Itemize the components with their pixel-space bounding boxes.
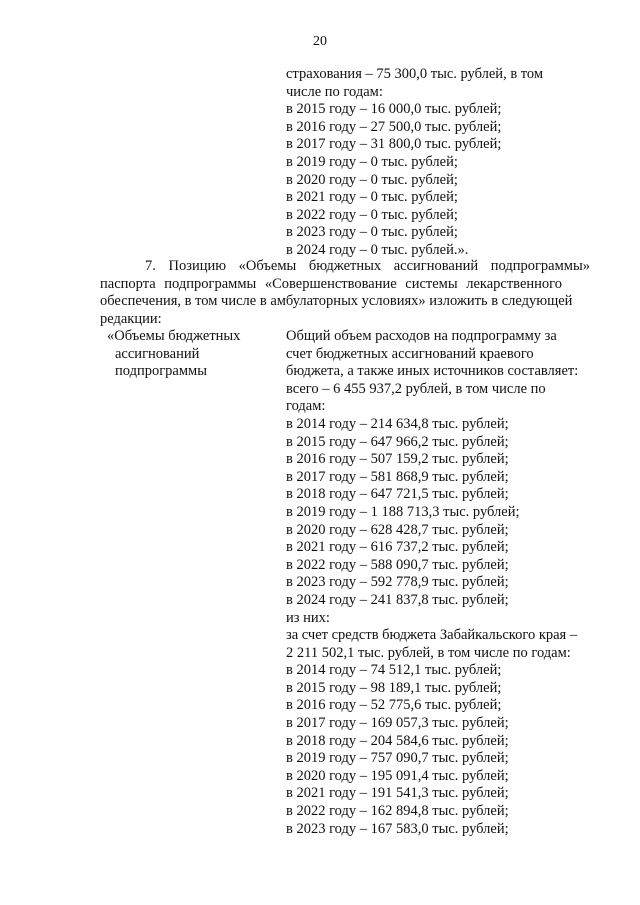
year-amount-line: в 2015 году – 98 189,1 тыс. рублей;: [286, 679, 502, 696]
year-amount-line: в 2015 году – 16 000,0 тыс. рублей;: [286, 101, 502, 118]
year-amount-line: в 2024 году – 0 тыс. рублей.».: [286, 241, 469, 258]
year-amount-line: в 2023 году – 592 778,9 тыс. рублей;: [286, 574, 509, 591]
funding-description-block: [286, 328, 606, 838]
text-line: всего – 6 455 937,2 рублей, в том числе по: [286, 380, 546, 397]
text-line: годам:: [286, 398, 326, 415]
year-amount-line: в 2014 году – 214 634,8 тыс. рублей;: [286, 415, 509, 432]
text-line: числе по годам:: [286, 83, 383, 100]
year-amount-line: в 2023 году – 0 тыс. рублей;: [286, 224, 458, 241]
year-amount-line: в 2024 году – 241 837,8 тыс. рублей;: [286, 591, 509, 608]
top-funding-block: [286, 66, 606, 260]
paragraph-line: паспорта подпрограммы «Совершенствование системы лекарственного: [100, 275, 562, 292]
year-amount-line: в 2022 году – 162 894,8 тыс. рублей;: [286, 803, 509, 820]
year-amount-line: в 2019 году – 757 090,7 тыс. рублей;: [286, 750, 509, 767]
year-amount-line: в 2016 году – 52 775,6 тыс. рублей;: [286, 697, 502, 714]
page-number: 20: [313, 34, 327, 49]
year-amount-line: в 2019 году – 1 188 713,3 тыс. рублей;: [286, 503, 520, 520]
year-amount-line: в 2014 году – 74 512,1 тыс. рублей;: [286, 662, 502, 679]
year-amount-line: в 2019 году – 0 тыс. рублей;: [286, 153, 458, 170]
paragraph-line: 7. Позицию «Объемы бюджетных ассигнований подпрограммы»: [145, 258, 590, 274]
text-line: из них:: [286, 609, 330, 626]
position-label: [107, 328, 277, 381]
year-amount-line: в 2021 году – 616 737,2 тыс. рублей;: [286, 539, 509, 556]
label-line: «Объемы бюджетных: [107, 328, 241, 344]
year-amount-line: в 2017 году – 581 868,9 тыс. рублей;: [286, 468, 509, 485]
year-amount-line: в 2017 году – 169 057,3 тыс. рублей;: [286, 715, 509, 732]
year-amount-line: в 2018 году – 204 584,6 тыс. рублей;: [286, 732, 509, 749]
year-amount-line: в 2021 году – 191 541,3 тыс. рублей;: [286, 785, 509, 802]
text-line: страхования – 75 300,0 тыс. рублей, в том: [286, 66, 544, 82]
year-amount-line: в 2021 году – 0 тыс. рублей;: [286, 189, 458, 206]
label-line: подпрограммы: [115, 363, 207, 380]
year-amount-line: в 2020 году – 628 428,7 тыс. рублей;: [286, 521, 509, 538]
year-amount-line: в 2015 году – 647 966,2 тыс. рублей;: [286, 433, 509, 450]
year-amount-line: в 2018 году – 647 721,5 тыс. рублей;: [286, 486, 509, 503]
label-line: ассигнований: [115, 345, 200, 362]
year-amount-line: в 2016 году – 507 159,2 тыс. рублей;: [286, 451, 509, 468]
text-line: за счет средств бюджета Забайкальского края –: [286, 627, 578, 644]
year-amount-line: в 2017 году – 31 800,0 тыс. рублей;: [286, 136, 502, 153]
text-line: 2 211 502,1 тыс. рублей, в том числе по годам:: [286, 644, 571, 661]
year-amount-line: в 2020 году – 0 тыс. рублей;: [286, 171, 458, 188]
text-line: Общий объем расходов на подпрограмму за: [286, 328, 557, 344]
year-amount-line: в 2023 году – 167 583,0 тыс. рублей;: [286, 820, 509, 837]
paragraph-line: редакции:: [100, 310, 162, 327]
year-amount-line: в 2022 году – 0 тыс. рублей;: [286, 206, 458, 223]
year-amount-line: в 2016 году – 27 500,0 тыс. рублей;: [286, 118, 502, 135]
year-amount-line: в 2022 году – 588 090,7 тыс. рублей;: [286, 556, 509, 573]
paragraph-line: обеспечения, в том числе в амбулаторных условиях» изложить в следующей: [100, 293, 573, 310]
year-amount-line: в 2020 году – 195 091,4 тыс. рублей;: [286, 767, 509, 784]
text-line: бюджета, а также иных источников составляет:: [286, 363, 579, 380]
amendment-paragraph: [100, 258, 608, 328]
text-line: счет бюджетных ассигнований краевого: [286, 345, 534, 362]
